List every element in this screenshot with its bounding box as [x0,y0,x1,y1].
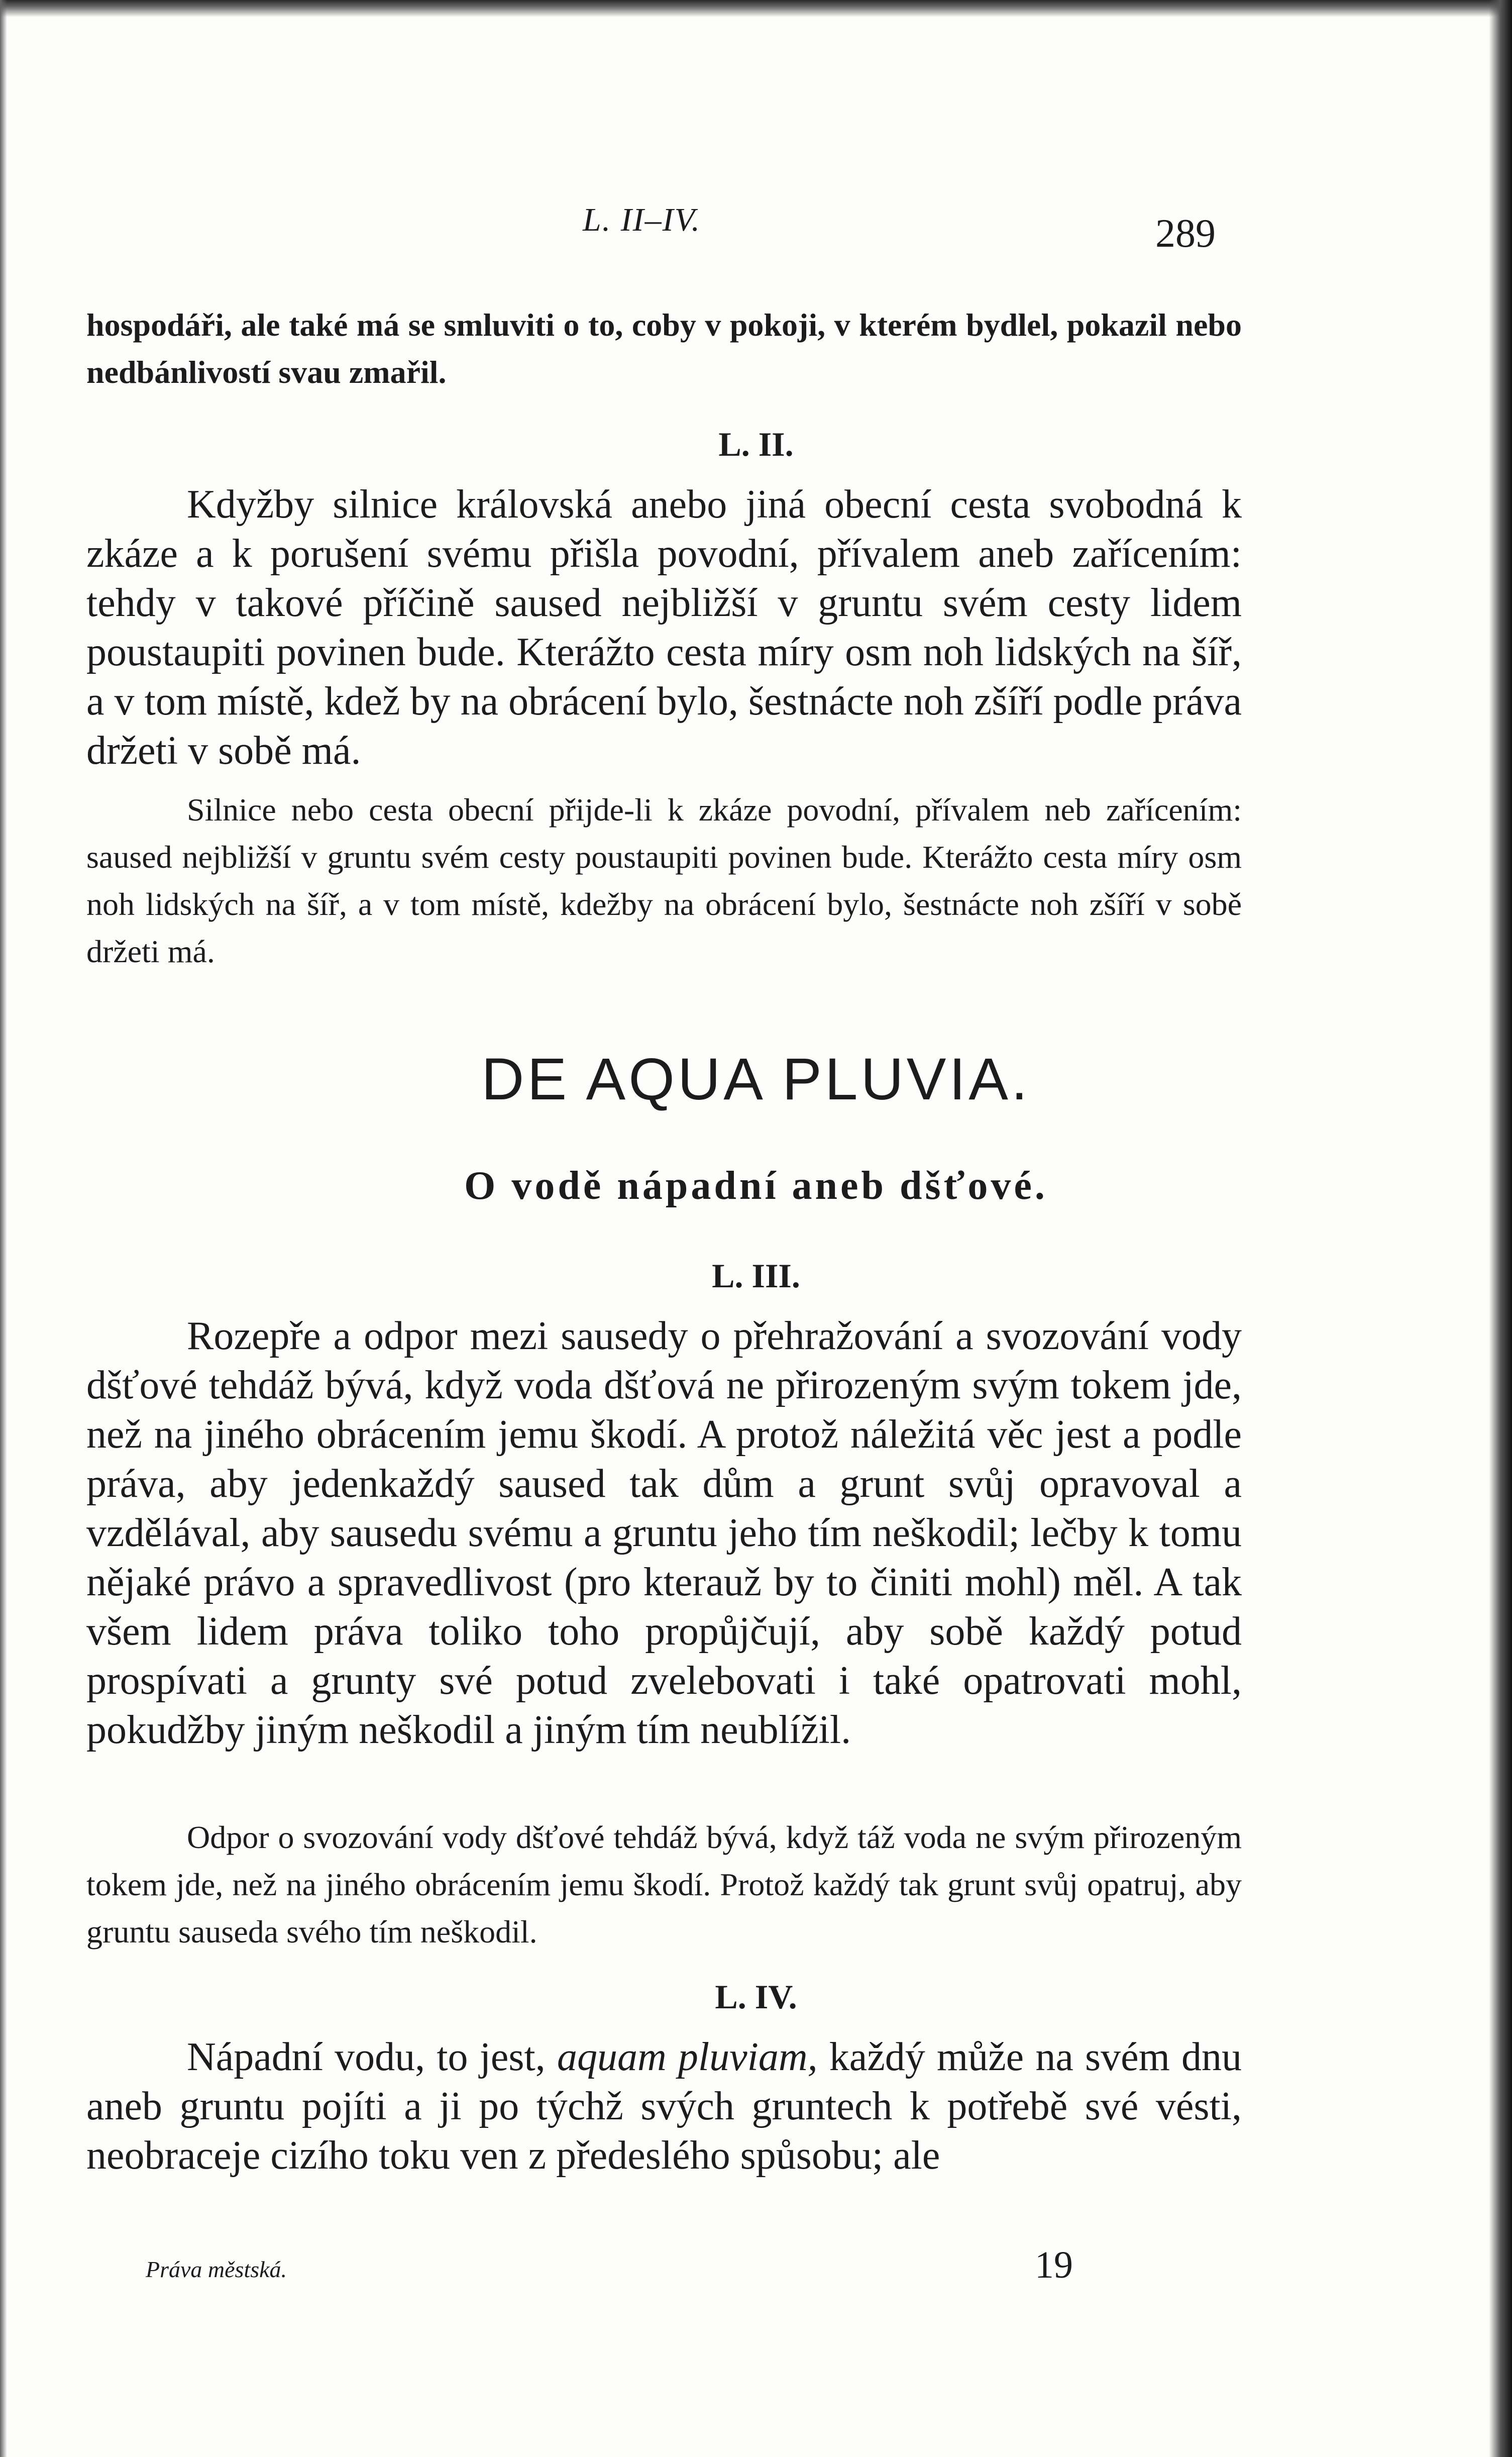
page-number: 289 [1155,212,1216,256]
law-3-summary: Odpor o svozování vody dšťové tehdáž bývá, když táž voda ne svým přirozeným tokem jde, než na jiného obrácením jemu škodí. Protož každý tak grunt svůj opatruj, aby gruntu sauseda svého tím neškodil. [86,1819,1242,1950]
law-4-text-end: každý může na svém dnu aneb gruntu pojíti a ji po týchž svých gruntech k potřebě své vésti, neobraceje cizího toku ven z předeslého spůsobu; ale [86,2035,1242,2178]
law-4-text [86,2032,1242,2180]
law-4-text-start: Nápadní vodu, to jest, [187,2035,557,2079]
law-4-number: L. IV. [715,1978,797,2016]
scan-edge-top [0,0,1512,17]
running-header: L. II–IV. [583,201,701,238]
law-3-number: L. III. [712,1257,800,1295]
law-4-latin-term: aquam pluviam, [557,2035,818,2079]
law-2-number: L. II. [718,425,794,463]
law-2-text: Kdyžby silnice královská anebo jiná obecní cesta svobodná k zkáze a k porušení svému přišla povodní, přívalem aneb zařícením: tehdy v takové příčině saused nejbližší v gruntu svém cesty lidem poustaupiti povinen bude. Kterážto cesta míry osm noh lidských na šíř, a v tom místě, kdež by na obrácení bylo, šestnácte noh zšíří podle práva držeti v sobě má. [86,482,1242,773]
scan-edge-right [1489,0,1512,2457]
section-subtitle: O vodě nápadní aneb dšťové. [464,1164,1048,1208]
law-3-text: Rozepře a odpor mezi sausedy o přehražování a svozování vody dšťové tehdáž bývá, když voda dšťová ne přirozeným svým tokem jde, než na jiného obrácením jemu škodí. A protož náležitá věc jest a podle práva, aby jedenkaždý saused tak dům a grunt svůj opravoval a vzdělával, aby sausedu svému a gruntu jeho tím neškodil; lečby k tomu nějaké právo a spravedlivost (pro kterauž by to činiti mohl) měl. A tak všem lidem práva toliko toho propůjčují, aby sobě každý potud prospívati a grunty své potud zvelebovati i také opatrovati mohl, pokudžby jiným neškodil a jiným tím neublížil. [86,1314,1242,1752]
law-2-summary: Silnice nebo cesta obecní přijde-li k zkáze povodní, přívalem neb zařícením: saused nejbližší v gruntu svém cesty poustaupiti povinen bude. Kterážto cesta míry osm noh lidských na šíř, a v tom místě, kdežby na obrácení bylo, šestnácte noh zšíří v sobě držeti má. [86,792,1242,969]
intro-paragraph: hospodáři, ale také má se smluviti o to, coby v pokoji, v kterém bydlel, pokazil nebo nedbánlivostí svau zmařil. [86,307,1242,390]
section-title: DE AQUA PLUVIA. [481,1046,1031,1112]
scan-edge-left [0,0,7,2457]
footer-signature: 19 [1035,2244,1073,2286]
footer-source: Práva městská. [146,2257,287,2282]
